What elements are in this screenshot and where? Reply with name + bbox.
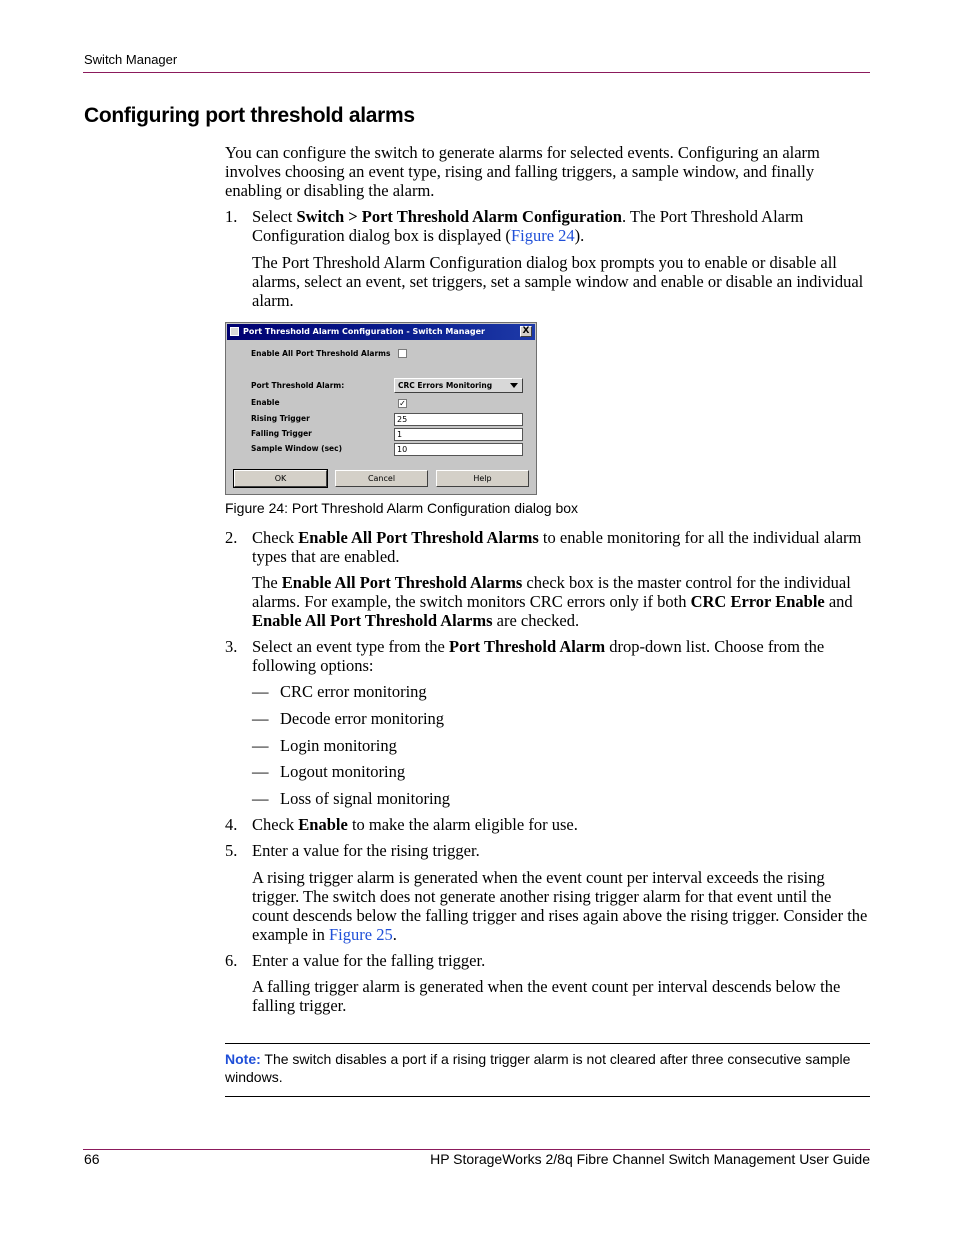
step-3 <box>225 637 870 677</box>
step-text: Check Enable to make the alarm eligible for use. <box>252 815 578 834</box>
sample-window-input[interactable]: 10 <box>394 443 523 456</box>
step-text: Check Enable All Port Threshold Alarms to enable monitoring for all the individual alarm types that are enabled. <box>252 528 862 566</box>
enable-all-label: Enable All Port Threshold Alarms <box>251 349 391 358</box>
step-5 <box>225 841 870 861</box>
step-number: 2. <box>225 528 238 547</box>
section-title: Configuring port threshold alarms <box>84 104 415 127</box>
close-icon[interactable]: X <box>520 326 532 337</box>
step-number: 5. <box>225 841 238 860</box>
step-1 <box>225 207 870 247</box>
step-number: 6. <box>225 951 238 970</box>
guide-title: HP StorageWorks 2/8q Fibre Channel Switch Management User Guide <box>430 1151 870 1167</box>
check-icon: ✓ <box>399 399 406 408</box>
step-1-detail: The Port Threshold Alarm Configuration dialog box prompts you to enable or disable all alarms, select an event, set triggers, set a sample window and enable or disable an individual alarm. <box>252 253 864 310</box>
step-text: Enter a value for the rising trigger. <box>252 841 480 860</box>
step-2-detail: The Enable All Port Threshold Alarms check box is the master control for the individual alarms. For example, the switch monitors CRC errors only if both CRC Error Enable and Enable All Port Threshold Alarms are checked. <box>252 573 853 630</box>
alarm-type-dropdown[interactable] <box>394 378 523 393</box>
step-text: Select Switch > Port Threshold Alarm Configuration. The Port Threshold Alarm Configuration dialog box is displayed (Figure 24). <box>252 207 804 245</box>
step-number: 4. <box>225 815 238 834</box>
port-threshold-alarm-dialog <box>225 322 537 495</box>
note-box <box>225 1043 870 1097</box>
enable-all-checkbox[interactable] <box>398 349 407 358</box>
step-2 <box>225 528 870 568</box>
page-number: 66 <box>84 1151 100 1167</box>
step-6 <box>225 951 870 971</box>
note-label: Note: <box>225 1051 261 1067</box>
step-4 <box>225 815 870 835</box>
sample-window-label: Sample Window (sec) <box>251 444 343 453</box>
note-text: Note: The switch disables a port if a rising trigger alarm is not cleared after three consecutive sample windows. <box>225 1051 851 1085</box>
app-icon <box>230 327 239 336</box>
dialog-title-bar <box>227 324 535 340</box>
rising-trigger-input[interactable]: 25 <box>394 413 523 426</box>
alarm-type-label: Port Threshold Alarm: <box>251 381 345 390</box>
footer-rule <box>83 1149 870 1150</box>
running-header: Switch Manager <box>84 52 178 67</box>
step-6-detail: A falling trigger alarm is generated when the event count per interval descends below the falling trigger. <box>252 977 841 1015</box>
step-text: Select an event type from the Port Threshold Alarm drop-down list. Choose from the following options: <box>252 637 825 675</box>
enable-checkbox[interactable] <box>398 399 407 408</box>
falling-trigger-label: Falling Trigger <box>251 429 312 438</box>
enable-label: Enable <box>251 398 280 407</box>
step-number: 3. <box>225 637 238 656</box>
cancel-button[interactable]: Cancel <box>335 470 428 487</box>
step-5-detail: A rising trigger alarm is generated when the event count per interval exceeds the rising trigger. The switch does not generate another rising trigger alarm for that event until the count descends below the falling trigger and rises again above the rising trigger. Consider the example in Figure 25. <box>252 868 868 944</box>
step-number: 1. <box>225 207 238 226</box>
figure-24-link[interactable]: Figure 24 <box>510 226 575 245</box>
step-text: Enter a value for the falling trigger. <box>252 951 486 970</box>
figure-caption: Figure 24: Port Threshold Alarm Configuration dialog box <box>225 500 579 516</box>
header-rule <box>83 72 870 73</box>
menu-path: Switch > Port Threshold Alarm Configuration <box>296 207 622 226</box>
intro-paragraph: You can configure the switch to generate alarms for selected events. Configuring an alarm involves choosing an event type, rising and falling triggers, a sample window, and finally enabling or disabling the alarm. <box>225 143 820 200</box>
ok-button[interactable]: OK <box>234 470 327 487</box>
figure-25-link[interactable]: Figure 25 <box>328 925 393 944</box>
dialog-title: Port Threshold Alarm Configuration - Switch Manager <box>243 327 485 336</box>
rising-trigger-label: Rising Trigger <box>251 414 310 423</box>
falling-trigger-input[interactable]: 1 <box>394 428 523 441</box>
help-button[interactable]: Help <box>436 470 529 487</box>
chevron-down-icon <box>510 383 518 388</box>
alarm-type-value: CRC Errors Monitoring <box>398 381 493 390</box>
